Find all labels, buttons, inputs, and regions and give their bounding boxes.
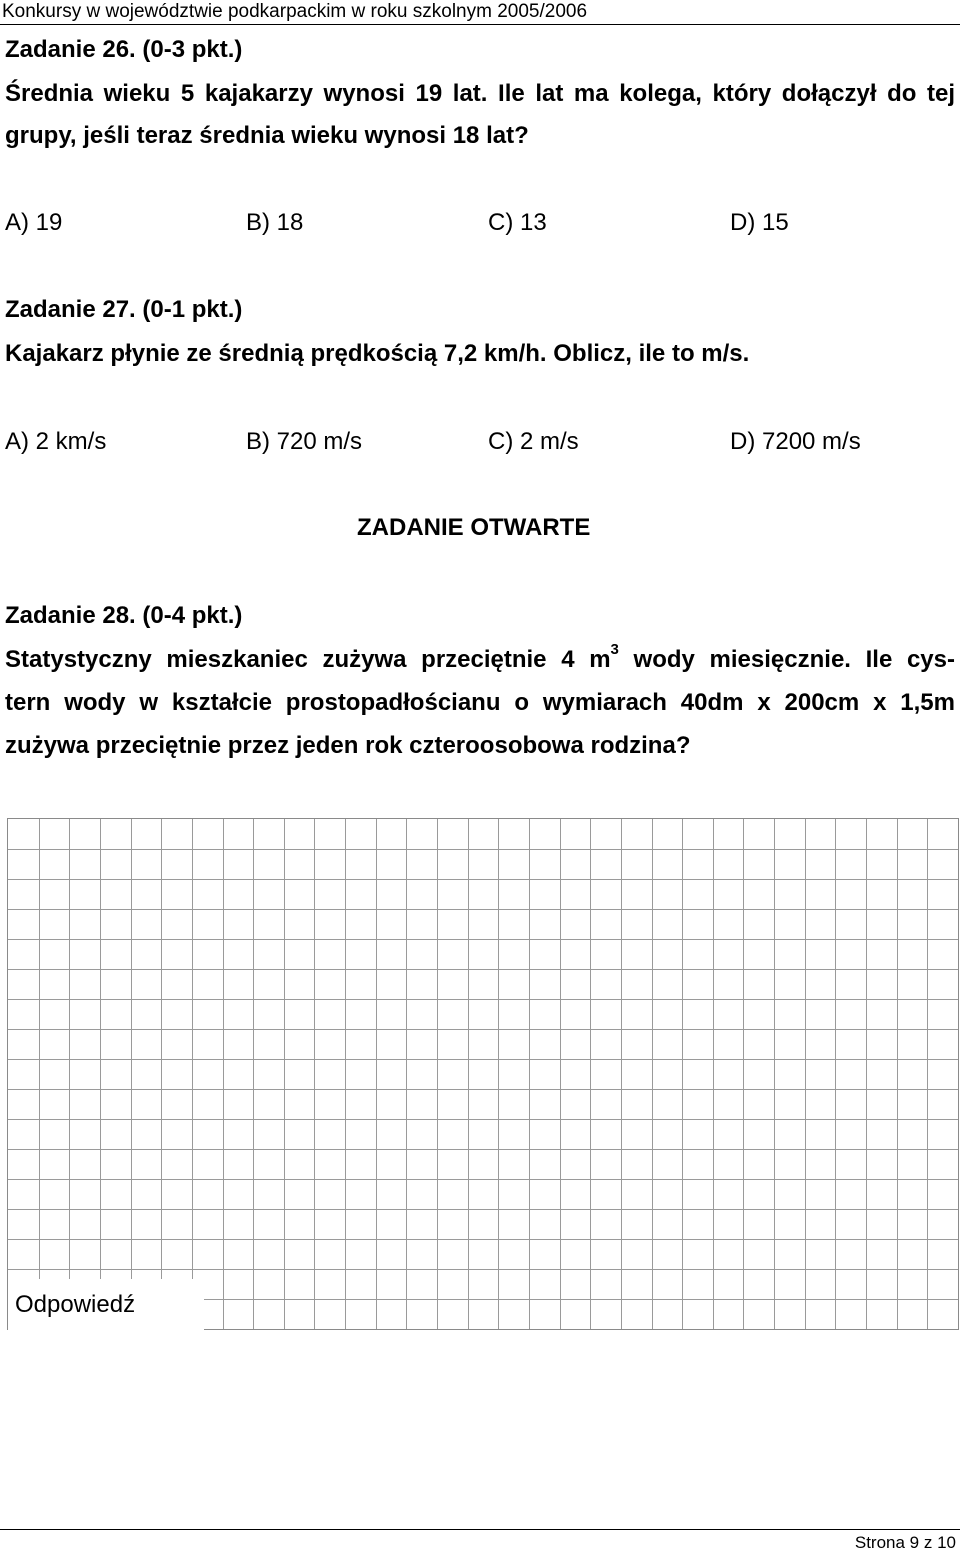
superscript-3: 3 [610,641,619,658]
task28-question-line3: zużywa przeciętnie przez jeden rok czteroosobowa rodzina? [5,732,691,759]
page-number: Strona 9 z 10 [854,1533,956,1552]
task26-question-line2: grupy, jeśli teraz średnia wieku wynosi 18 lat? [5,122,529,149]
task28-question-line1 [5,641,955,675]
answer-label: Odpowiedź [8,1279,204,1330]
section-title: ZADANIE OTWARTE [357,514,591,541]
task28-question-line2: tern wody w kształcie prostopadłościanu o wymiarach 40dm x 200cm x 1,5m [5,689,955,716]
task26-answer-c: C) 13 [488,209,547,236]
footer-rule [0,1529,960,1530]
task28-line1-before: Statystyczny mieszkaniec zużywa przeciętnie 4 m [5,646,611,673]
task27-question: Kajakarz płynie ze średnią prędkością 7,2 km/h. Oblicz, ile to m/s. [5,340,750,367]
task26-answer-d: D) 15 [730,209,789,236]
task26-answer-b: B) 18 [246,209,304,236]
task28-title: Zadanie 28. (0-4 pkt.) [5,602,243,629]
task27-answer-c: C) 2 m/s [488,428,579,455]
task26-answer-a: A) 19 [5,209,63,236]
task28-line1-after: wody miesięcznie. Ile cys- [618,646,955,673]
task27-answer-b: B) 720 m/s [246,428,363,455]
task26-title: Zadanie 26. (0-3 pkt.) [5,36,243,63]
task27-answer-a: A) 2 km/s [5,428,107,455]
task26-question-line1: Średnia wieku 5 kajakarzy wynosi 19 lat. Ile lat ma kolega, który dołączył do tej [5,80,955,107]
task27-answer-d: D) 7200 m/s [730,428,861,455]
grid-lines [8,819,958,1329]
header-rule [0,24,960,25]
answer-grid[interactable] [7,818,959,1330]
task27-title: Zadanie 27. (0-1 pkt.) [5,296,243,323]
page-header: Konkursy w województwie podkarpackim w roku szkolnym 2005/2006 [2,1,588,22]
